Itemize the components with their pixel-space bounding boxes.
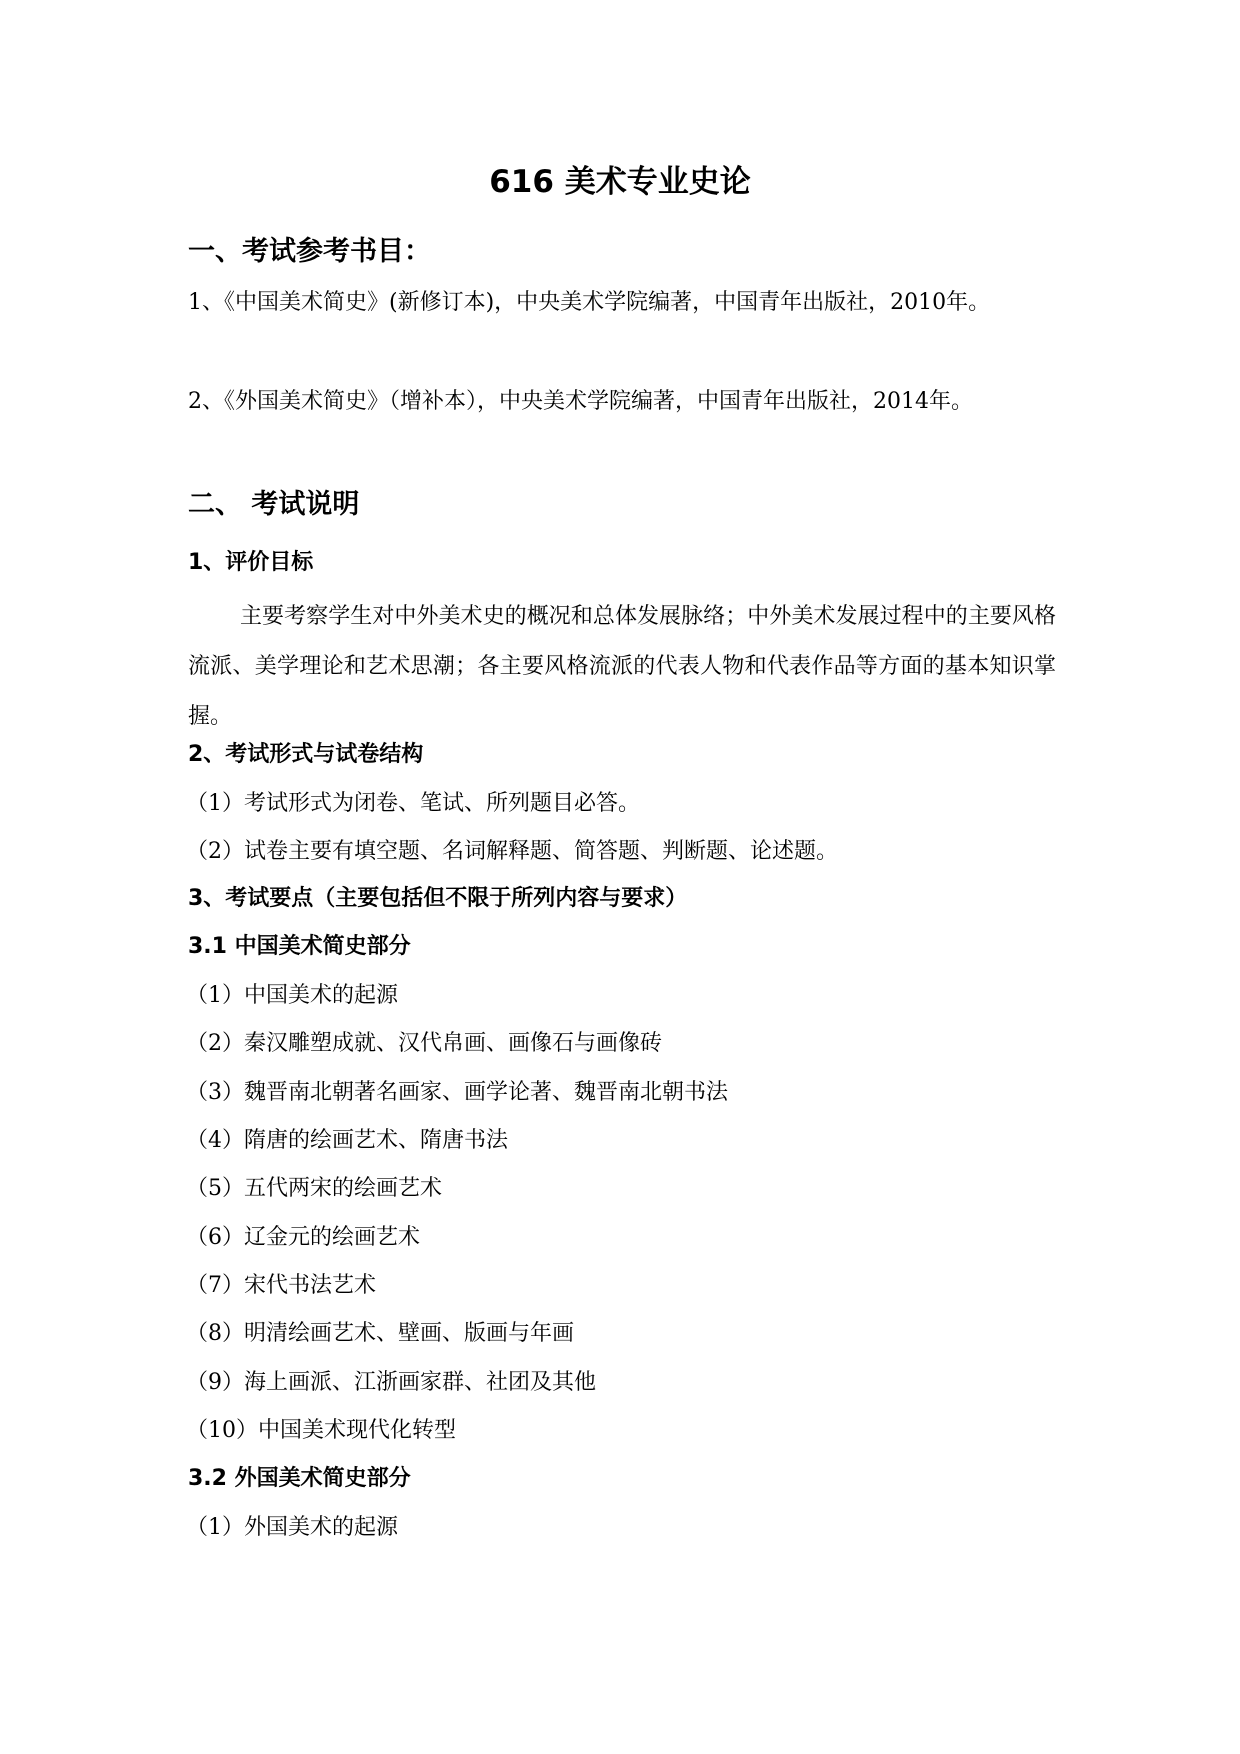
list-item: （2）试卷主要有填空题、名词解释题、简答题、判断题、论述题。: [186, 839, 838, 864]
list-item: （8）明清绘画艺术、壁画、版画与年画: [186, 1321, 574, 1346]
list-item: （1）外国美术的起源: [186, 1515, 398, 1540]
page-title: 616 美术专业史论: [489, 164, 751, 200]
list-item: （6）辽金元的绘画艺术: [186, 1225, 420, 1250]
list-item: （7）宋代书法艺术: [186, 1273, 376, 1298]
subsection-heading-objectives: 1、评价目标: [188, 550, 314, 575]
part-heading-foreign-art: 3.2 外国美术简史部分: [188, 1466, 411, 1491]
list-item: （5）五代两宋的绘画艺术: [186, 1176, 442, 1201]
list-item: （10）中国美术现代化转型: [186, 1418, 456, 1443]
reference-item: 1、《中国美术简史》(新修订本)，中央美术学院编著，中国青年出版社，2010年。: [188, 290, 991, 315]
subsection-heading-exam-points: 3、考试要点（主要包括但不限于所列内容与要求）: [188, 886, 688, 911]
list-item: （1）考试形式为闭卷、笔试、所列题目必答。: [186, 791, 640, 816]
section-heading-exam-description: 二、 考试说明: [188, 489, 360, 520]
list-item: （9）海上画派、江浙画家群、社团及其他: [186, 1370, 596, 1395]
list-item: （1）中国美术的起源: [186, 983, 398, 1008]
section-heading-references: 一、考试参考书目：: [188, 236, 431, 267]
list-item: （3）魏晋南北朝著名画家、画学论著、魏晋南北朝书法: [186, 1080, 728, 1105]
subsection-heading-exam-format: 2、考试形式与试卷结构: [188, 742, 424, 767]
list-item: （2）秦汉雕塑成就、汉代帛画、画像石与画像砖: [186, 1031, 662, 1056]
list-item: （4）隋唐的绘画艺术、隋唐书法: [186, 1128, 508, 1153]
part-heading-chinese-art: 3.1 中国美术简史部分: [188, 934, 411, 959]
reference-item: 2、《外国美术简史》（增补本），中央美术学院编著，中国青年出版社，2014年。: [188, 389, 973, 414]
objectives-paragraph: 主要考察学生对中外美术史的概况和总体发展脉络；中外美术发展过程中的主要风格流派、美学理论和艺术思潮；各主要风格流派的代表人物和代表作品等方面的基本知识掌握。: [188, 604, 1056, 729]
